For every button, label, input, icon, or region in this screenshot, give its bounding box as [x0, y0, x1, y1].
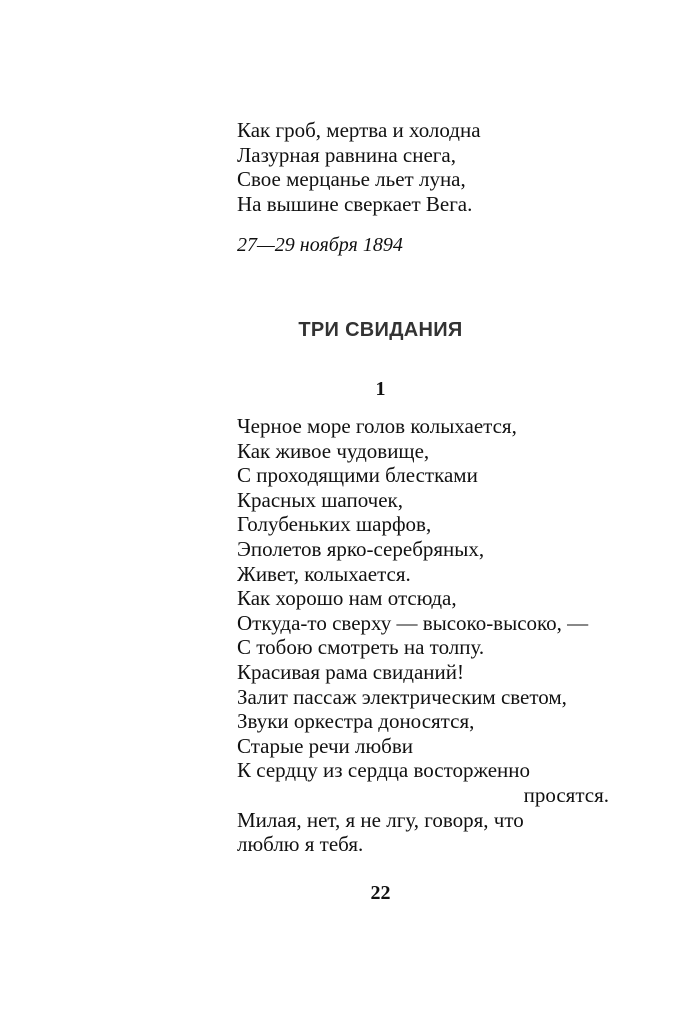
poem-line: люблю я тебя.	[237, 832, 364, 857]
poem-line-continuation: просятся.	[523, 782, 609, 807]
poem-line: Красивая рама свиданий!	[237, 659, 464, 684]
poem-line: Старые речи любви	[237, 733, 414, 758]
poem-line: Как хорошо нам отсюда,	[237, 586, 457, 611]
poem-line: Черное море голов колыхается,	[237, 414, 517, 438]
poem-line: С проходящими блестками	[237, 463, 478, 488]
poem-line: Свое мерцанье льет луна,	[237, 167, 466, 192]
poem-line: Эполетов ярко-серебряных,	[237, 536, 485, 561]
poem-line: На вышине сверкает Вега.	[237, 191, 473, 216]
poem-line: Залит пассаж электрическим светом,	[237, 684, 567, 709]
poem-line: Живет, колыхается.	[237, 561, 411, 586]
poem-line: Звуки оркестра доносятся,	[237, 709, 475, 734]
poem-line: С тобою смотреть на толпу.	[237, 635, 485, 660]
poem-line: Откуда-то сверху — высоко-высоко, —	[237, 610, 589, 635]
poem-line: Как живое чудовище,	[237, 438, 430, 463]
poem-line: К сердцу из сердца восторженно	[237, 758, 530, 783]
previous-poem-ending-stanza	[237, 118, 481, 216]
poem-line: Голубеньких шарфов,	[237, 512, 432, 537]
poem-title: ТРИ СВИДАНИЯ	[298, 319, 463, 341]
poem-line: Лазурная равнина снега,	[237, 142, 456, 167]
page-number: 22	[370, 882, 391, 904]
poem-line: Как гроб, мертва и холодна	[237, 118, 481, 142]
poem-line: Красных шапочек,	[237, 487, 403, 512]
poem-stanza	[237, 414, 609, 857]
poem-date: 27—29 ноября 1894	[237, 234, 403, 256]
poem-line: Милая, нет, я не лгу, говоря, что	[237, 807, 524, 832]
poem-part-number: 1	[375, 378, 386, 400]
